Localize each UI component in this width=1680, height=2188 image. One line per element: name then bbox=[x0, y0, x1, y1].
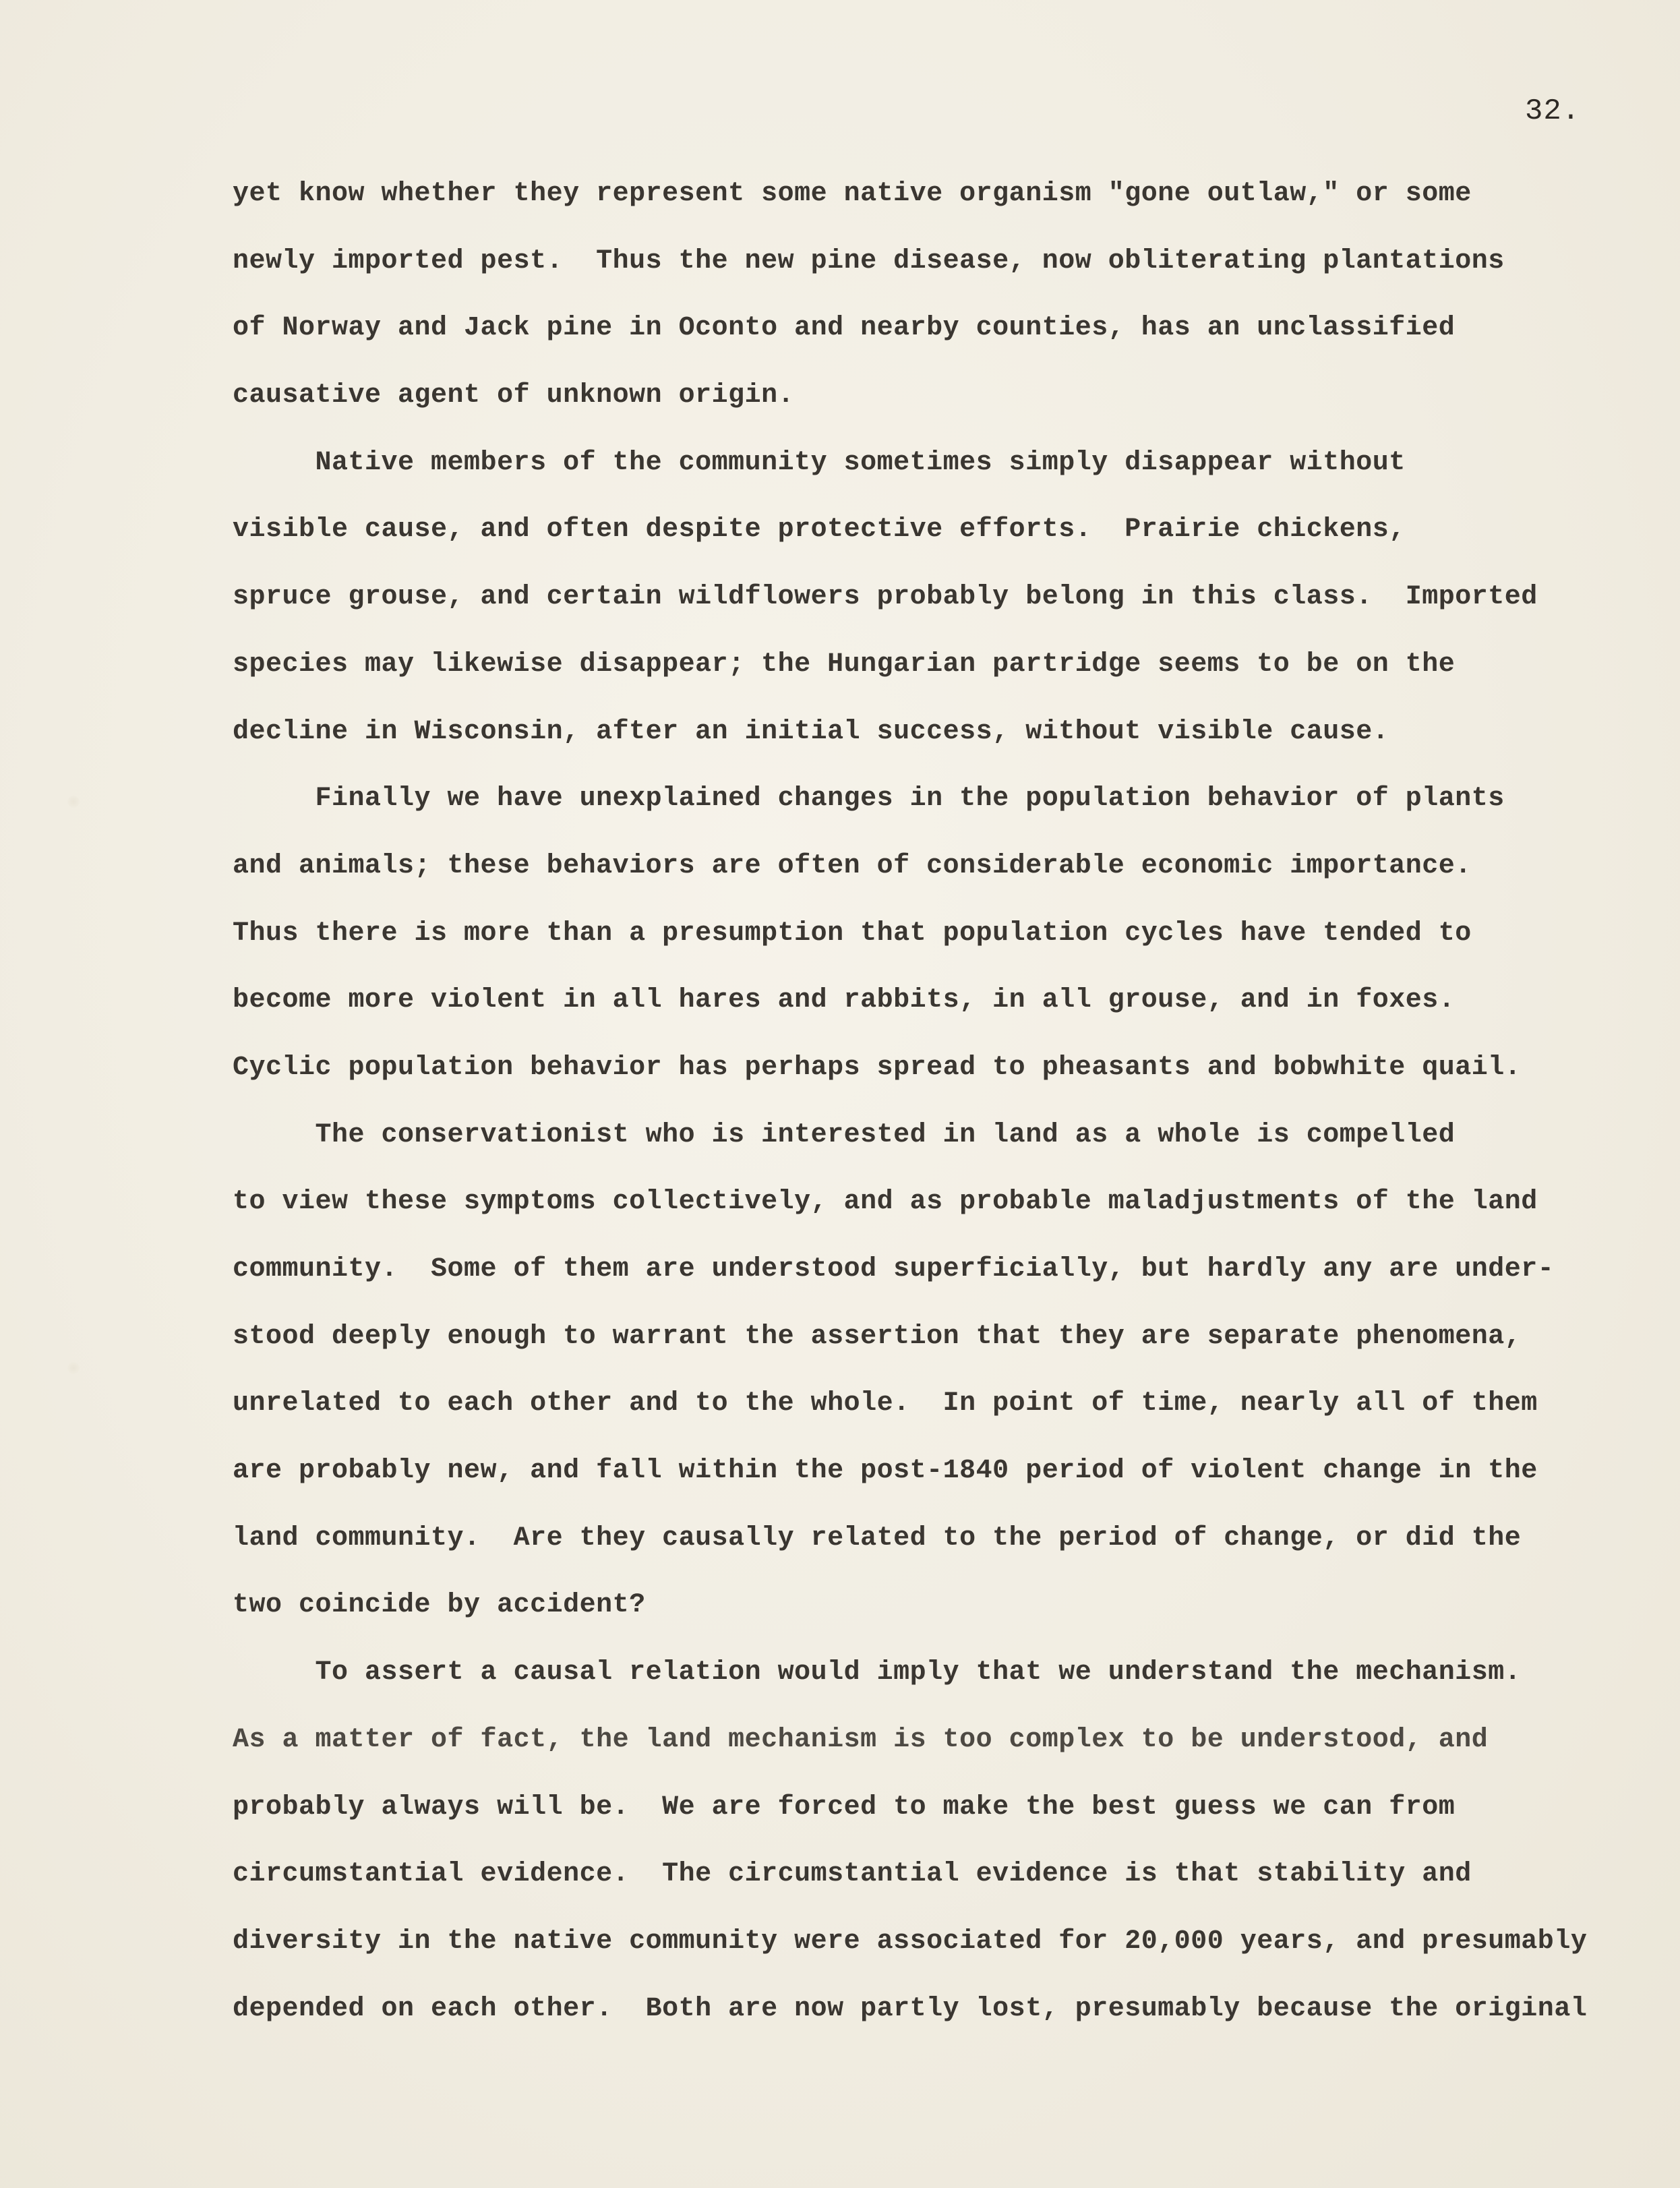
text-line: to view these symptoms collectively, and as probable maladjustments of the land bbox=[233, 1187, 1538, 1218]
text-line: decline in Wisconsin, after an initial success, without visible cause. bbox=[233, 716, 1389, 747]
paper-mark bbox=[67, 796, 80, 808]
text-line: are probably new, and fall within the post-1840 period of violent change in the bbox=[233, 1456, 1538, 1487]
text-line: Thus there is more than a presumption that population cycles have tended to bbox=[233, 918, 1472, 949]
paper-mark bbox=[67, 1362, 80, 1374]
text-line: spruce grouse, and certain wildflowers probably belong in this class. Imported bbox=[233, 582, 1538, 613]
text-line: and animals; these behaviors are often of considerable economic importance. bbox=[233, 850, 1472, 881]
text-line: causative agent of unknown origin. bbox=[233, 380, 795, 411]
text-line: of Norway and Jack pine in Oconto and nearby counties, has an unclassified bbox=[233, 313, 1456, 344]
text-line: unrelated to each other and to the whole. In point of time, nearly all of them bbox=[233, 1388, 1538, 1419]
page-number: 32. bbox=[1525, 94, 1581, 128]
text-line: depended on each other. Both are now partly lost, presumably because the original bbox=[233, 1993, 1588, 2024]
text-line: community. Some of them are understood superficially, but hardly any are under- bbox=[233, 1254, 1555, 1284]
text-line: Native members of the community sometimes simply disappear without bbox=[233, 447, 1406, 478]
text-line: newly imported pest. Thus the new pine disease, now obliterating plantations bbox=[233, 245, 1505, 276]
text-line: Cyclic population behavior has perhaps spread to pheasants and bobwhite quail. bbox=[233, 1052, 1522, 1083]
text-line: land community. Are they causally related to the period of change, or did the bbox=[233, 1522, 1522, 1554]
text-line: species may likewise disappear; the Hungarian partridge seems to be on the bbox=[233, 649, 1456, 680]
text-line: Finally we have unexplained changes in the population behavior of plants bbox=[233, 783, 1505, 815]
text-line: become more violent in all hares and rabbits, in all grouse, and in foxes. bbox=[233, 985, 1456, 1016]
text-line: two coincide by accident? bbox=[233, 1590, 646, 1621]
text-line: yet know whether they represent some native organism "gone outlaw," or some bbox=[233, 179, 1472, 209]
typed-text-body bbox=[233, 160, 1635, 2042]
text-line: To assert a causal relation would imply that we understand the mechanism. bbox=[233, 1657, 1522, 1688]
text-line: As a matter of fact, the land mechanism is too complex to be understood, and bbox=[233, 1724, 1489, 1755]
text-line: The conservationist who is interested in land as a whole is compelled bbox=[233, 1119, 1456, 1150]
text-line: stood deeply enough to warrant the assertion that they are separate phenomena, bbox=[233, 1321, 1522, 1352]
text-line: probably always will be. We are forced to make the best guess we can from bbox=[233, 1792, 1456, 1823]
text-line: circumstantial evidence. The circumstantial evidence is that stability and bbox=[233, 1859, 1472, 1890]
text-line: visible cause, and often despite protective efforts. Prairie chickens, bbox=[233, 514, 1406, 545]
text-line: diversity in the native community were associated for 20,000 years, and presumably bbox=[233, 1926, 1588, 1957]
